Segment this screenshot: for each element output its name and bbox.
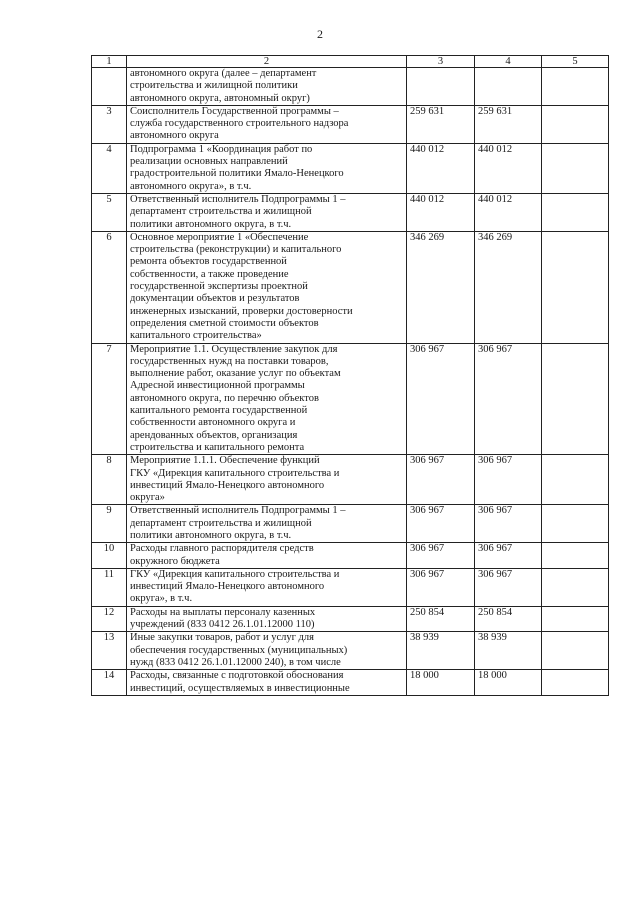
row-number: 4 bbox=[92, 143, 127, 193]
table-row bbox=[92, 343, 609, 455]
column-header: 4 bbox=[475, 56, 542, 68]
row-value-col4: 306 967 bbox=[475, 343, 542, 455]
table-header-row bbox=[92, 56, 609, 68]
row-value-col4 bbox=[475, 68, 542, 106]
row-value-col3: 306 967 bbox=[407, 568, 475, 606]
row-value-col4: 306 967 bbox=[475, 455, 542, 505]
row-number: 9 bbox=[92, 505, 127, 543]
table-row bbox=[92, 193, 609, 231]
row-value-col4: 306 967 bbox=[475, 568, 542, 606]
budget-table bbox=[91, 55, 609, 696]
row-description: Расходы на выплаты персоналу казенных учреждений (833 0412 26.1.01.12000 110) bbox=[127, 606, 407, 632]
row-value-col5 bbox=[542, 632, 609, 670]
row-value-col5 bbox=[542, 568, 609, 606]
row-value-col5 bbox=[542, 505, 609, 543]
row-value-col3: 306 967 bbox=[407, 505, 475, 543]
row-description: Основное мероприятие 1 «Обеспечение строительства (реконструкции) и капитального ремонта объектов государственной собственности, а также проведение государственной экспертизы проектной документации объектов и результатов инженерных изысканий, проверки достоверности определения сметной стоимости объектов капитального строительства» bbox=[127, 231, 407, 343]
row-value-col4: 18 000 bbox=[475, 670, 542, 696]
row-value-col5 bbox=[542, 543, 609, 569]
row-number: 3 bbox=[92, 105, 127, 143]
row-value-col4: 440 012 bbox=[475, 193, 542, 231]
row-value-col5 bbox=[542, 193, 609, 231]
column-header: 3 bbox=[407, 56, 475, 68]
row-description: Соисполнитель Государственной программы – служба государственного строительного надзора автономного округа bbox=[127, 105, 407, 143]
row-value-col4: 250 854 bbox=[475, 606, 542, 632]
row-value-col5 bbox=[542, 606, 609, 632]
row-number: 7 bbox=[92, 343, 127, 455]
table-row bbox=[92, 670, 609, 696]
row-value-col5 bbox=[542, 105, 609, 143]
row-value-col3: 440 012 bbox=[407, 143, 475, 193]
table-row bbox=[92, 231, 609, 343]
table-row bbox=[92, 105, 609, 143]
row-description: Иные закупки товаров, работ и услуг для обеспечения государственных (муниципальных) нужд (833 0412 26.1.01.12000 240), в том числе bbox=[127, 632, 407, 670]
row-value-col3: 259 631 bbox=[407, 105, 475, 143]
row-value-col3: 346 269 bbox=[407, 231, 475, 343]
row-description: ГКУ «Дирекция капитального строительства и инвестиций Ямало-Ненецкого автономного округа», в т.ч. bbox=[127, 568, 407, 606]
row-value-col3: 306 967 bbox=[407, 455, 475, 505]
row-value-col4: 306 967 bbox=[475, 543, 542, 569]
row-value-col3: 306 967 bbox=[407, 543, 475, 569]
row-number: 10 bbox=[92, 543, 127, 569]
row-number: 5 bbox=[92, 193, 127, 231]
table-row bbox=[92, 505, 609, 543]
row-description: Расходы, связанные с подготовкой обоснования инвестиций, осуществляемых в инвестиционные bbox=[127, 670, 407, 696]
row-value-col4: 306 967 bbox=[475, 505, 542, 543]
row-number: 13 bbox=[92, 632, 127, 670]
row-value-col3: 38 939 bbox=[407, 632, 475, 670]
row-description: Ответственный исполнитель Подпрограммы 1 – департамент строительства и жилищной политики автономного округа, в т.ч. bbox=[127, 193, 407, 231]
row-description: Ответственный исполнитель Подпрограммы 1 – департамент строительства и жилищной политики автономного округа, в т.ч. bbox=[127, 505, 407, 543]
row-value-col3 bbox=[407, 68, 475, 106]
row-description: автономного округа (далее – департамент строительства и жилищной политики автономного округа, автономный округ) bbox=[127, 68, 407, 106]
row-number: 6 bbox=[92, 231, 127, 343]
row-value-col4: 440 012 bbox=[475, 143, 542, 193]
table-row bbox=[92, 543, 609, 569]
row-value-col4: 346 269 bbox=[475, 231, 542, 343]
row-value-col5 bbox=[542, 143, 609, 193]
table-row bbox=[92, 455, 609, 505]
table-row bbox=[92, 143, 609, 193]
row-value-col4: 259 631 bbox=[475, 105, 542, 143]
row-number: 8 bbox=[92, 455, 127, 505]
row-value-col3: 18 000 bbox=[407, 670, 475, 696]
column-header: 5 bbox=[542, 56, 609, 68]
row-description: Подпрограмма 1 «Координация работ по реализации основных направлений градостроительной политики Ямало-Ненецкого автономного округа», в т.ч. bbox=[127, 143, 407, 193]
row-value-col4: 38 939 bbox=[475, 632, 542, 670]
row-number: 11 bbox=[92, 568, 127, 606]
row-number: 14 bbox=[92, 670, 127, 696]
row-number bbox=[92, 68, 127, 106]
row-value-col5 bbox=[542, 343, 609, 455]
row-value-col5 bbox=[542, 231, 609, 343]
row-description: Мероприятие 1.1. Осуществление закупок для государственных нужд на поставки товаров, выполнение работ, оказание услуг по объектам Адресной инвестиционной программы автономного округа, по перечню объектов капитального ремонта государственной собственности автономного округа и арендованных объектов, организация строительства и капитального ремонта bbox=[127, 343, 407, 455]
row-value-col3: 306 967 bbox=[407, 343, 475, 455]
column-header: 1 bbox=[92, 56, 127, 68]
page-number: 2 bbox=[317, 27, 323, 41]
table-row bbox=[92, 568, 609, 606]
table-row bbox=[92, 68, 609, 106]
table-row bbox=[92, 606, 609, 632]
row-number: 12 bbox=[92, 606, 127, 632]
row-value-col5 bbox=[542, 455, 609, 505]
row-value-col3: 250 854 bbox=[407, 606, 475, 632]
row-description: Мероприятие 1.1.1. Обеспечение функций ГКУ «Дирекция капитального строительства и инвестиций Ямало-Ненецкого автономного округа» bbox=[127, 455, 407, 505]
row-value-col5 bbox=[542, 670, 609, 696]
column-header: 2 bbox=[127, 56, 407, 68]
table-row bbox=[92, 632, 609, 670]
row-description: Расходы главного распорядителя средств окружного бюджета bbox=[127, 543, 407, 569]
row-value-col5 bbox=[542, 68, 609, 106]
row-value-col3: 440 012 bbox=[407, 193, 475, 231]
